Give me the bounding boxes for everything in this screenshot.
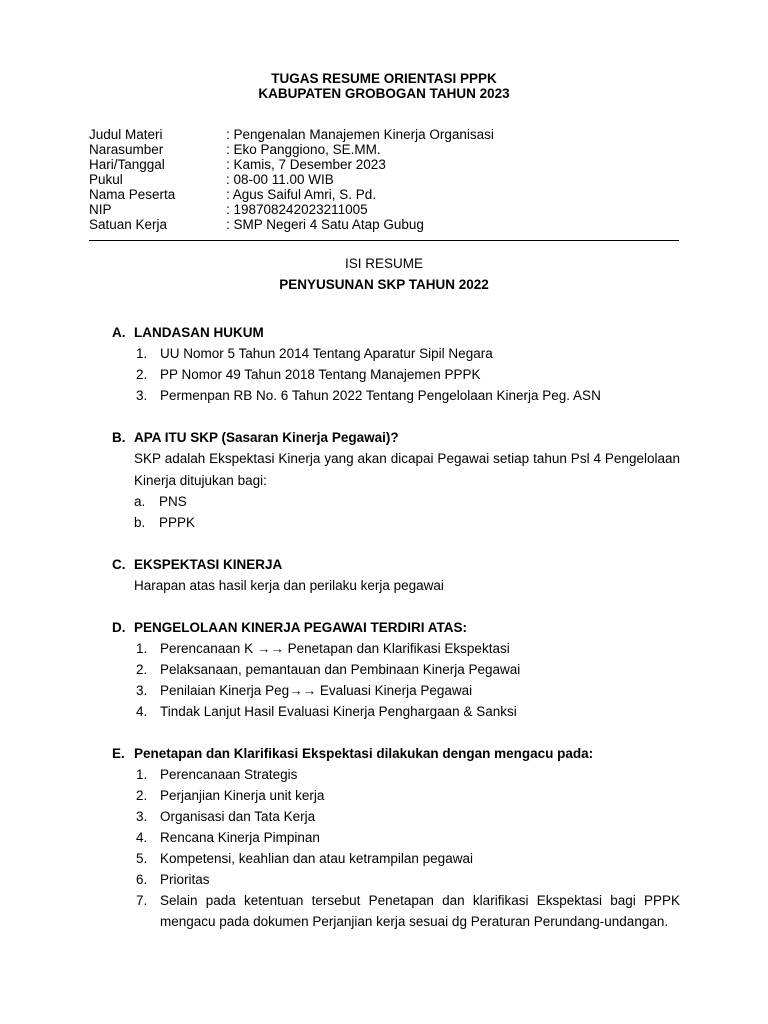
list-number: 4. xyxy=(136,830,148,845)
section-letter: C. xyxy=(112,557,126,572)
meta-row-pukul xyxy=(89,172,494,187)
document-title-line-1: TUGAS RESUME ORIENTASI PPPK xyxy=(271,71,497,86)
list-text: Tindak Lanjut Hasil Evaluasi Kinerja Penghargaan & Sanksi xyxy=(160,704,517,719)
list-text: PP Nomor 49 Tahun 2018 Tentang Manajemen PPPK xyxy=(160,367,481,382)
list-number: 2. xyxy=(136,367,148,382)
list-item xyxy=(136,785,680,806)
list-text: Perencanaan Strategis xyxy=(160,767,298,782)
list-text: UU Nomor 5 Tahun 2014 Tentang Aparatur Sipil Negara xyxy=(160,346,493,361)
meta-row-hari-tanggal xyxy=(89,157,494,172)
list-item xyxy=(136,701,680,722)
metadata-table xyxy=(89,127,494,232)
meta-value: : 08-00 11.00 WIB xyxy=(226,172,334,187)
section-c xyxy=(112,554,680,596)
section-letter: A. xyxy=(112,325,126,340)
meta-value: : SMP Negeri 4 Satu Atap Gubug xyxy=(226,217,424,232)
numbered-list xyxy=(136,764,680,932)
section-heading xyxy=(112,322,680,343)
list-item xyxy=(136,848,680,869)
section-heading xyxy=(112,743,680,764)
list-text: Selain pada ketentuan tersebut Penetapan dan klarifikasi Ekspektasi bagi PPPK mengacu pada dokumen Perjanjian kerja sesuai dg Peraturan Perundang-undangan. xyxy=(160,893,680,929)
lettered-list xyxy=(134,491,680,533)
list-text: Penilaian Kinerja Peg→→ Evaluasi Kinerja Pegawai xyxy=(160,683,473,698)
list-number: 4. xyxy=(136,704,148,719)
list-text: PPPK xyxy=(159,515,196,530)
list-item xyxy=(134,491,680,512)
meta-value: : Pengenalan Manajemen Kinerja Organisasi xyxy=(226,127,494,142)
section-letter: D. xyxy=(112,620,126,635)
list-item xyxy=(136,638,680,659)
list-item xyxy=(136,659,680,680)
list-item xyxy=(136,869,680,890)
list-text: Perjanjian Kinerja unit kerja xyxy=(160,788,325,803)
isi-resume-heading: ISI RESUME xyxy=(344,256,423,271)
section-heading xyxy=(112,617,680,638)
meta-row-nama-peserta xyxy=(89,187,494,202)
list-number: 3. xyxy=(136,809,148,824)
section-title: Penetapan dan Klarifikasi Ekspektasi dilakukan dengan mengacu pada: xyxy=(134,746,594,761)
numbered-list xyxy=(136,638,680,722)
list-item xyxy=(136,364,680,385)
list-text: Pelaksanaan, pemantauan dan Pembinaan Kinerja Pegawai xyxy=(160,662,521,677)
list-item xyxy=(136,764,680,785)
document-title-line-2: KABUPATEN GROBOGAN TAHUN 2023 xyxy=(258,86,510,101)
meta-row-nip xyxy=(89,202,494,217)
list-item xyxy=(136,385,680,406)
list-text: PNS xyxy=(159,494,187,509)
section-title: LANDASAN HUKUM xyxy=(134,325,264,340)
list-number: 6. xyxy=(136,872,148,887)
list-text: Perencanaan K →→ Penetapan dan Klarifikasi Ekspektasi xyxy=(160,641,510,656)
list-number: 1. xyxy=(136,641,148,656)
list-number: 5. xyxy=(136,851,148,866)
list-item xyxy=(136,890,680,932)
section-b xyxy=(112,427,680,533)
meta-value: : 198708242023211005 xyxy=(226,202,368,217)
meta-row-judul xyxy=(89,127,494,142)
list-number: 1. xyxy=(136,767,148,782)
section-title: EKSPEKTASI KINERJA xyxy=(134,557,283,572)
list-item xyxy=(134,512,680,533)
list-number: 2. xyxy=(136,662,148,677)
section-a xyxy=(112,322,680,406)
meta-value: : Kamis, 7 Desember 2023 xyxy=(226,157,386,172)
list-item xyxy=(136,343,680,364)
list-text: Permenpan RB No. 6 Tahun 2022 Tentang Pengelolaan Kinerja Peg. ASN xyxy=(160,388,601,403)
section-title: APA ITU SKP (Sasaran Kinerja Pegawai)? xyxy=(134,430,399,445)
list-text: Kompetensi, keahlian dan atau ketrampilan pegawai xyxy=(160,851,473,866)
meta-label: Judul Materi xyxy=(89,127,163,142)
meta-label: Nama Peserta xyxy=(89,187,176,202)
section-paragraph: SKP adalah Ekspektasi Kinerja yang akan dicapai Pegawai setiap tahun Psl 4 Pengelolaan Kinerja ditujukan bagi: xyxy=(134,451,680,488)
document-subtitle: PENYUSUNAN SKP TAHUN 2022 xyxy=(279,277,489,292)
list-item xyxy=(136,806,680,827)
meta-value: : Eko Panggiono, SE.MM. xyxy=(226,142,381,157)
list-item xyxy=(136,680,680,701)
list-text: Organisasi dan Tata Kerja xyxy=(160,809,316,824)
list-number: 2. xyxy=(136,788,148,803)
list-letter: b. xyxy=(134,515,146,530)
numbered-list xyxy=(136,343,680,406)
section-d xyxy=(112,617,680,722)
meta-label: Hari/Tanggal xyxy=(89,157,165,172)
section-heading xyxy=(112,554,680,575)
section-paragraph: Harapan atas hasil kerja dan perilaku kerja pegawai xyxy=(134,578,444,593)
list-text: Rencana Kinerja Pimpinan xyxy=(160,830,320,845)
list-number: 3. xyxy=(136,388,148,403)
list-number: 7. xyxy=(136,893,148,908)
section-letter: B. xyxy=(112,430,126,445)
meta-label: Satuan Kerja xyxy=(89,217,168,232)
meta-label: NIP xyxy=(89,202,112,217)
section-heading xyxy=(112,427,680,448)
section-e xyxy=(112,743,680,932)
meta-row-satuan-kerja xyxy=(89,217,494,232)
list-letter: a. xyxy=(134,494,146,509)
list-number: 1. xyxy=(136,346,148,361)
list-text: Prioritas xyxy=(160,872,210,887)
meta-label: Narasumber xyxy=(89,142,164,157)
list-number: 3. xyxy=(136,683,148,698)
list-item xyxy=(136,827,680,848)
meta-row-narasumber xyxy=(89,142,494,157)
meta-value: : Agus Saiful Amri, S. Pd. xyxy=(226,187,377,202)
meta-label: Pukul xyxy=(89,172,123,187)
section-letter: E. xyxy=(112,746,125,761)
section-title: PENGELOLAAN KINERJA PEGAWAI TERDIRI ATAS: xyxy=(134,620,468,635)
horizontal-divider xyxy=(89,240,679,241)
